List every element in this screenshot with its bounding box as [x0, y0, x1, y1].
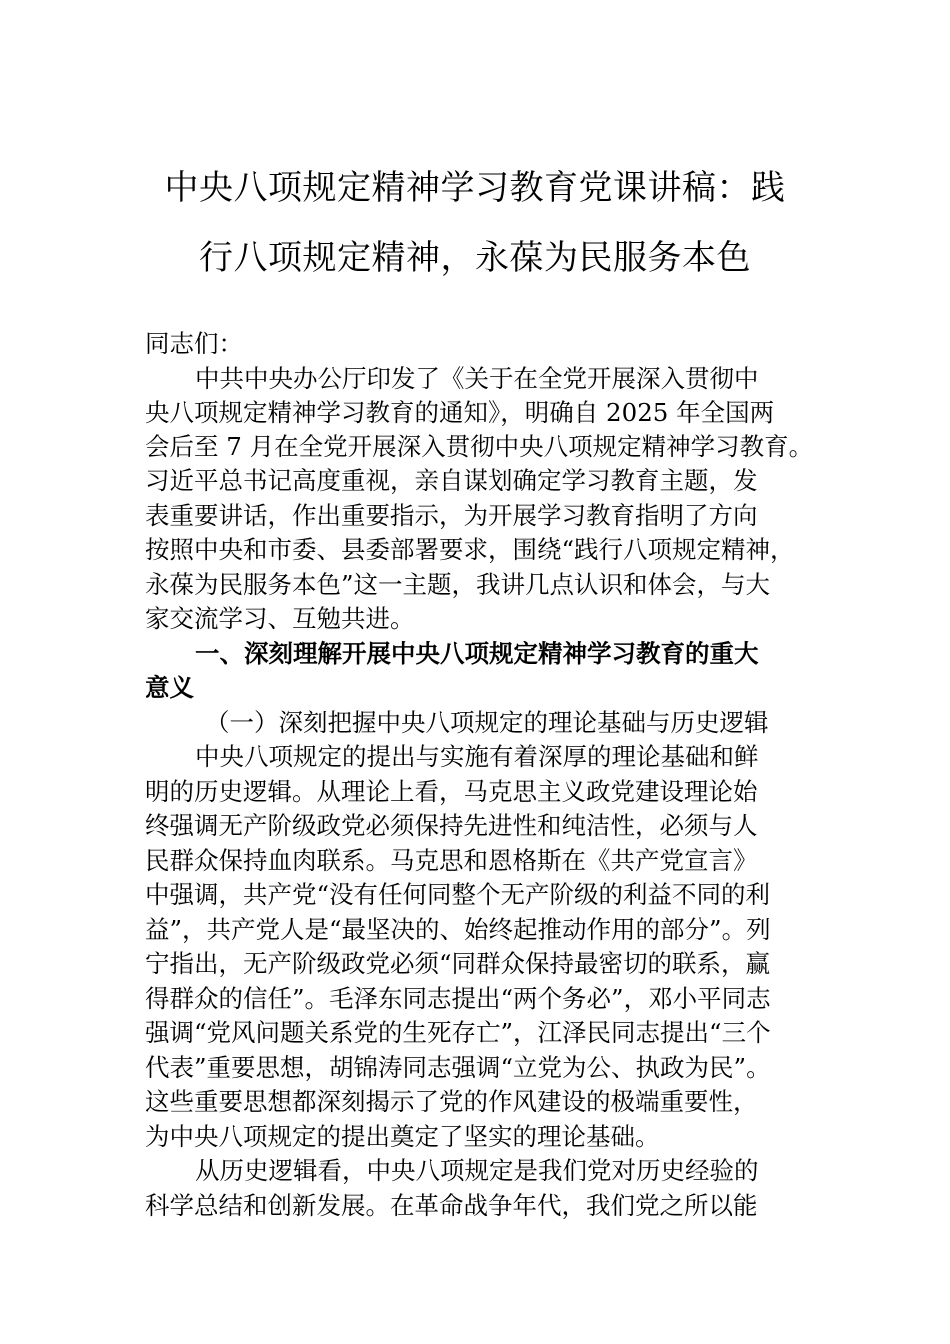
paragraph-line: 为中央八项规定的提出奠定了坚实的理论基础。 — [145, 1122, 660, 1151]
salutation: 同志们： — [145, 329, 243, 358]
paragraph-line: 益”，共产党人是“最坚决的、始终起推动作用的部分”。列 — [145, 915, 771, 944]
paragraph-line: 强调“党风问题关系党的生死存亡”，江泽民同志提出“三个 — [145, 1018, 771, 1047]
paragraph-line: 家交流学习、互勉共进。 — [145, 604, 415, 633]
paragraph-line: 得群众的信任”。毛泽东同志提出“两个务必”，邓小平同志 — [145, 984, 771, 1013]
section-heading: 一、深刻理解开展中央八项规定精神学习教育的重大 — [195, 639, 759, 668]
paragraph-line: 中强调，共产党“没有任何同整个无产阶级的利益不同的利 — [145, 880, 771, 909]
section-heading-continued: 意义 — [145, 673, 194, 702]
paragraph-line: 代表”重要思想，胡锦涛同志强调“立党为公、执政为民”。 — [145, 1053, 771, 1082]
paragraph-line: 表重要讲话，作出重要指示，为开展学习教育指明了方向 — [145, 501, 758, 530]
paragraph-line: 从历史逻辑看，中央八项规定是我们党对历史经验的 — [195, 1156, 759, 1185]
paragraph-line: 中共中央办公厅印发了《关于在全党开展深入贯彻中 — [195, 364, 759, 393]
paragraph-line: 宁指出，无产阶级政党必须“同群众保持最密切的联系，赢 — [145, 949, 771, 978]
paragraph-line: 这些重要思想都深刻揭示了党的作风建设的极端重要性， — [145, 1087, 758, 1116]
document-title-line-1: 中央八项规定精神学习教育党课讲稿：践 — [164, 168, 786, 208]
paragraph-line: 终强调无产阶级政党必须保持先进性和纯洁性，必须与人 — [145, 811, 758, 840]
paragraph-line: 会后至 7 月在全党开展深入贯彻中央八项规定精神学习教育。 — [145, 432, 814, 461]
paragraph-line: 科学总结和创新发展。在革命战争年代，我们党之所以能 — [145, 1191, 758, 1220]
paragraph-line: 按照中央和市委、县委部署要求，围绕“践行八项规定精神， — [145, 535, 795, 564]
paragraph-line: 永葆为民服务本色”这一主题，我讲几点认识和体会，与大 — [145, 570, 771, 599]
paragraph-line: 民群众保持血肉联系。马克思和恩格斯在《共产党宣言》 — [145, 846, 758, 875]
document-title-line-2: 行八项规定精神，永葆为民服务本色 — [199, 238, 751, 278]
subsection-heading: （一）深刻把握中央八项规定的理论基础与历史逻辑 — [205, 708, 769, 737]
paragraph-line: 习近平总书记高度重视，亲自谋划确定学习教育主题，发 — [145, 466, 758, 495]
paragraph-line: 明的历史逻辑。从理论上看，马克思主义政党建设理论始 — [145, 777, 758, 806]
paragraph-line: 央八项规定精神学习教育的通知》，明确自 2025 年全国两 — [145, 398, 775, 427]
paragraph-line: 中央八项规定的提出与实施有着深厚的理论基础和鲜 — [195, 742, 759, 771]
